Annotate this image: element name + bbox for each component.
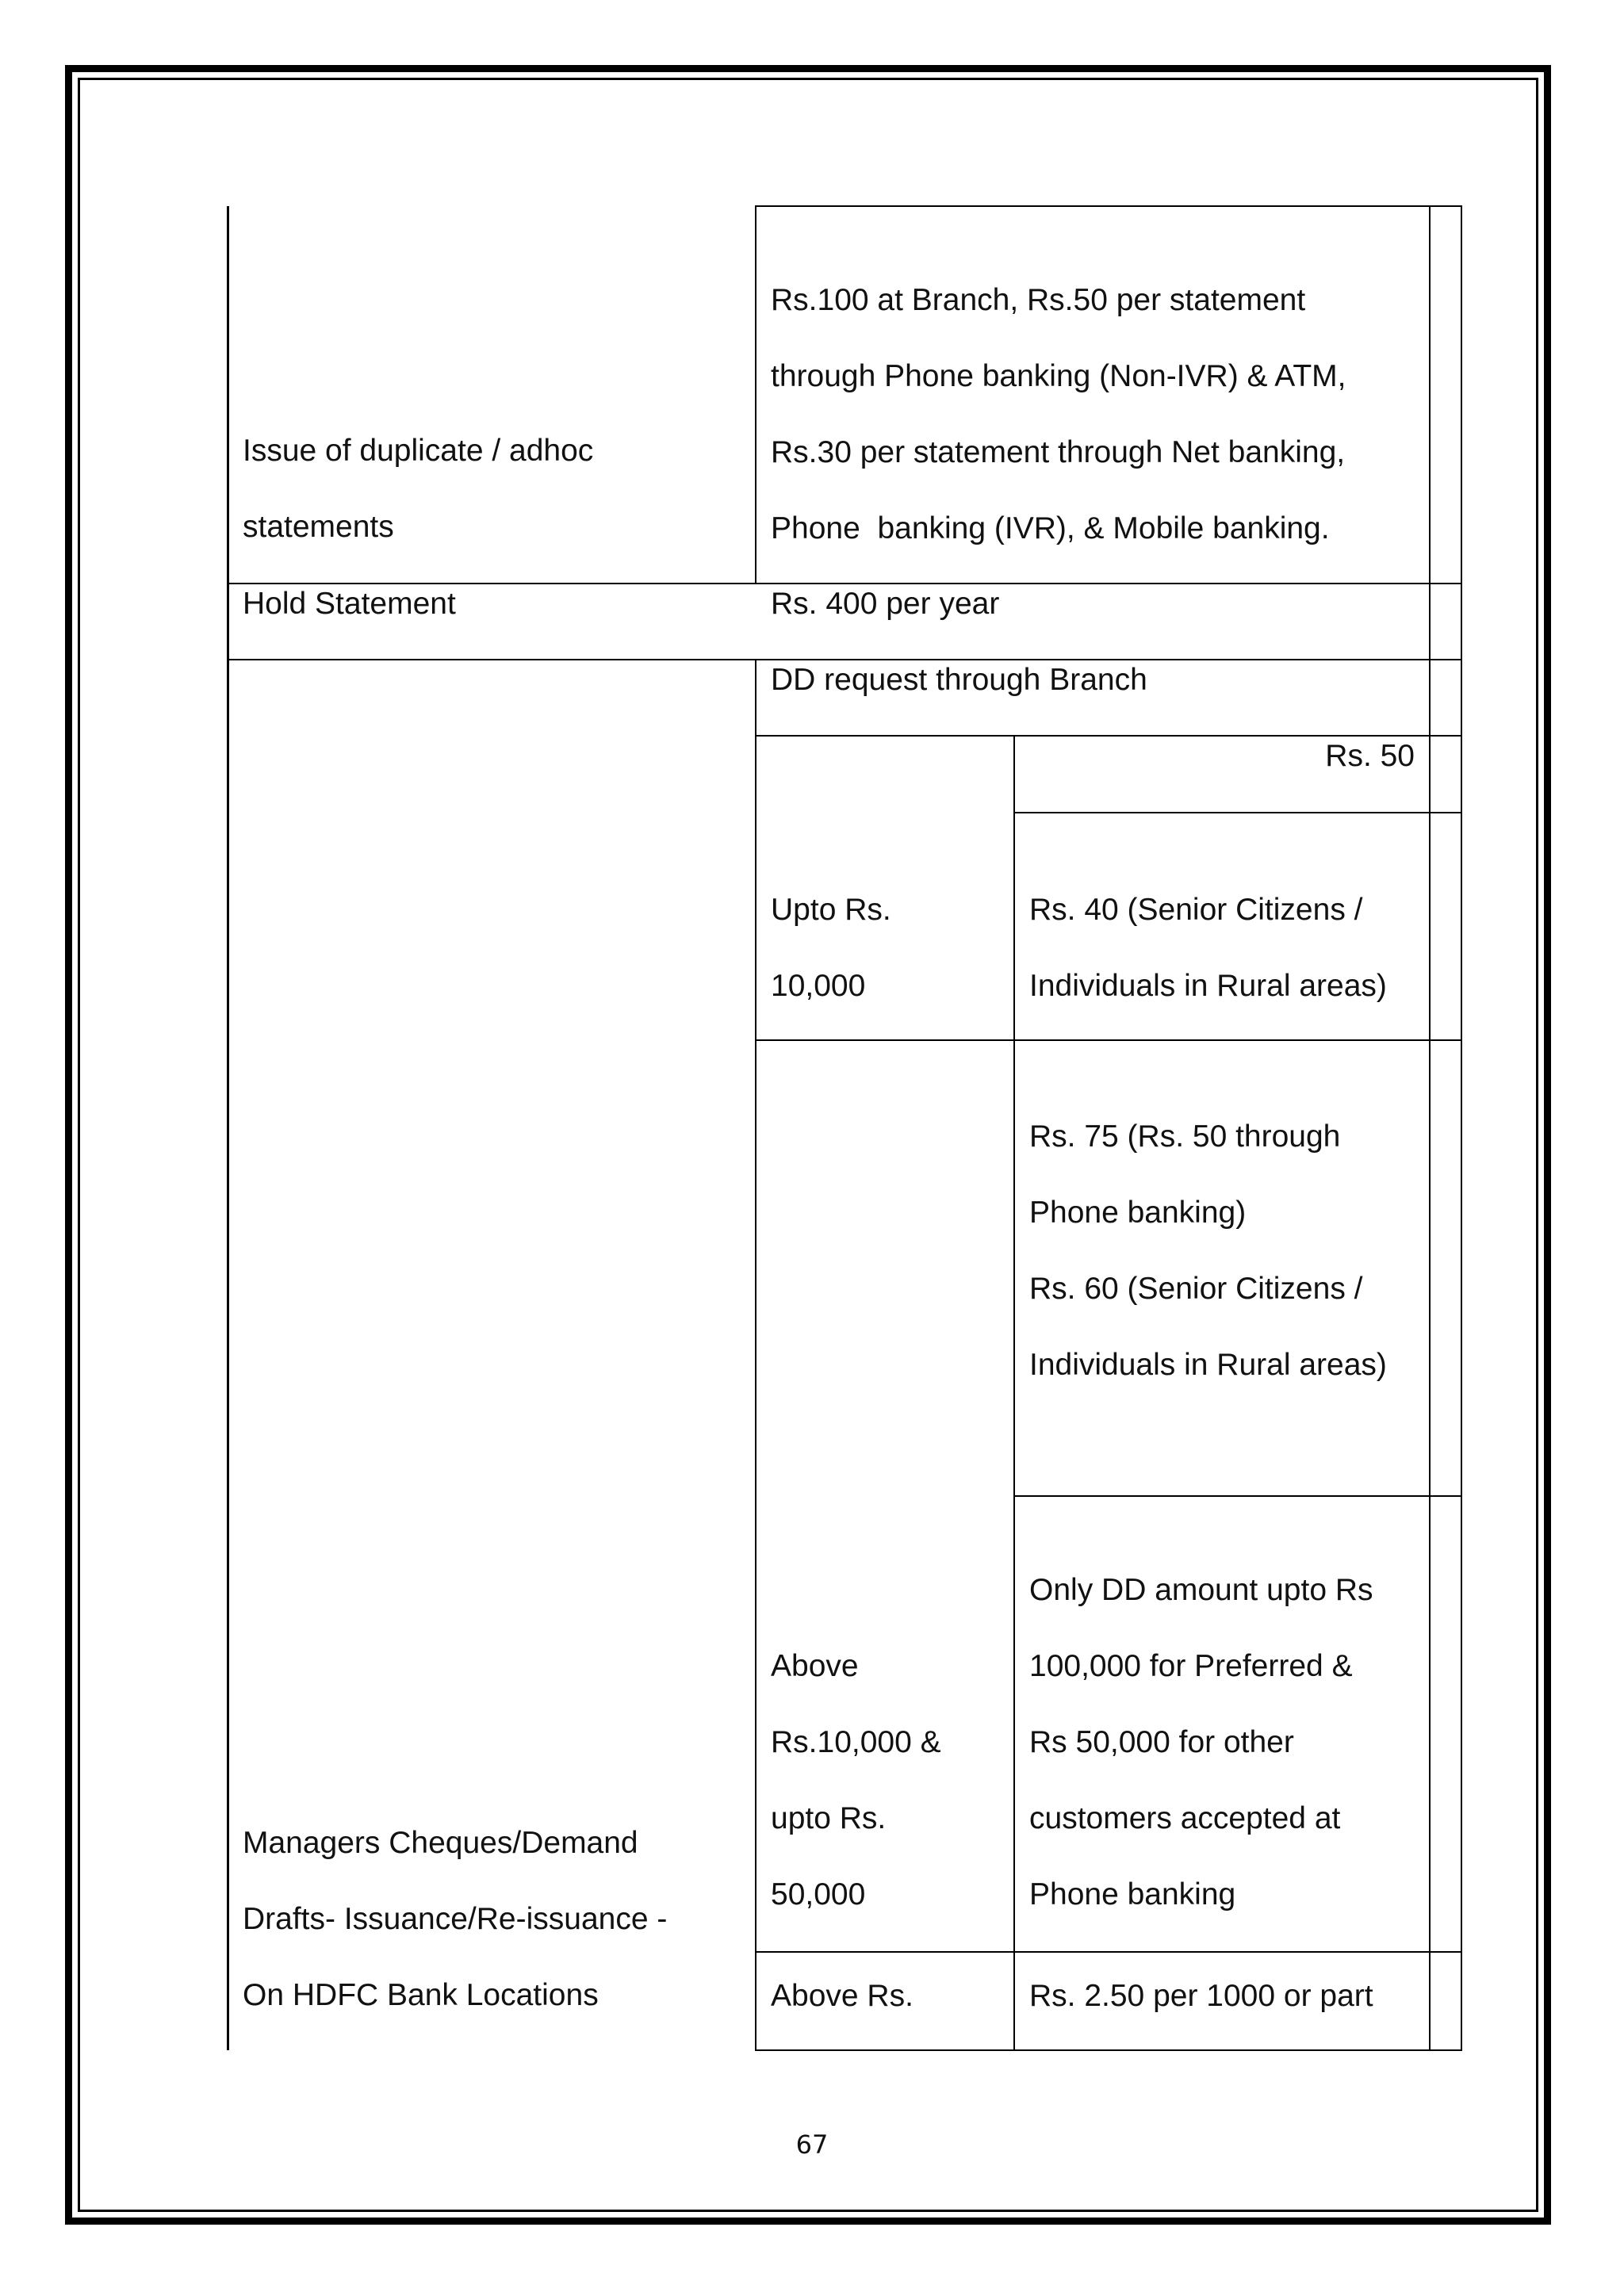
charge-value: Only DD amount upto Rs 100,000 for Preferred & Rs 50,000 for other customers accepted at Phone banking: [1029, 1573, 1373, 1911]
charge-value: Rs.100 at Branch, Rs.50 per statement through Phone banking (Non-IVR) & ATM, Rs.30 per statement through Net banking, Phone banking (IVR), & Mobile banking.: [771, 283, 1346, 545]
service-label: Issue of duplicate / adhoc statements: [243, 434, 594, 544]
slab-range: Upto Rs. 10,000: [771, 893, 891, 1003]
charge-value: Rs. 75 (Rs. 50 through Phone banking) Rs. 60 (Senior Citizens / Individuals in Rural areas): [1029, 1119, 1387, 1382]
row-divider: [755, 2049, 1462, 2051]
slab-range: Above Rs.: [771, 1979, 914, 2013]
row-divider: [1013, 1495, 1462, 1497]
charge-value: Rs. 40 (Senior Citizens / Individuals in Rural areas): [1029, 893, 1387, 1003]
slab-range: Above Rs.10,000 & upto Rs. 50,000: [771, 1649, 941, 1911]
charge-value: Rs. 2.50 per 1000 or part: [1029, 1979, 1373, 2013]
charge-value: Rs. 50: [1325, 739, 1415, 773]
page-number: 67: [795, 2130, 829, 2160]
col-divider: [1013, 736, 1015, 2050]
table-left-border: [227, 206, 229, 2050]
col-divider: [755, 206, 756, 584]
service-label: Managers Cheques/Demand Drafts- Issuance/Re-issuance - On HDFC Bank Locations: [243, 1826, 668, 2012]
row-divider: [755, 1039, 1462, 1041]
table-right-border: [1461, 206, 1462, 2050]
row-divider: [755, 205, 1462, 207]
col-divider: [1429, 206, 1431, 2050]
charge-value: Rs. 400 per year: [771, 587, 1000, 621]
section-header: DD request through Branch: [771, 663, 1147, 697]
col-divider: [755, 660, 756, 2050]
row-divider: [1013, 812, 1462, 813]
service-label: Hold Statement: [243, 587, 456, 621]
row-divider: [755, 1951, 1462, 1953]
